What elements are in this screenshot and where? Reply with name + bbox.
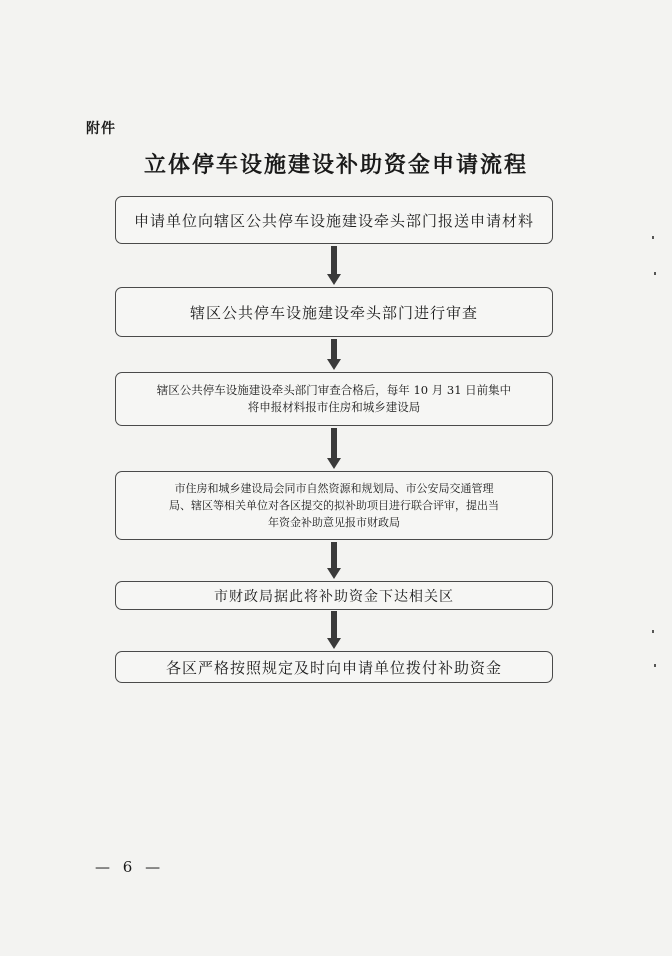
flow-step-6-text: 各区严格按照规定及时向申请单位拨付补助资金 [165,658,502,677]
scan-speck [652,236,654,239]
flow-step-3-line-1: 辖区公共停车设施建设牵头部门审查合格后，每年 10 月 31 日前集中 [156,383,512,397]
down-arrow-icon [327,339,341,370]
flow-step-2 [115,287,553,337]
attachment-label: 附件 [86,121,116,137]
scan-speck [652,630,654,633]
flow-step-4-line-3: 年资金补助意见报市财政局 [268,516,400,529]
flow-step-5 [115,581,553,610]
flow-step-1-text: 申请单位向辖区公共停车设施建设牵头部门报送申请材料 [133,211,534,230]
page-title: 立体停车设施建设补助资金申请流程 [143,152,528,178]
flow-step-1 [115,196,553,244]
down-arrow-icon [327,611,341,649]
flow-step-3 [115,372,553,426]
page-number: — 6 — [95,858,165,876]
flow-step-2-text: 辖区公共停车设施建设牵头部门进行审查 [189,303,478,322]
flow-step-4 [115,471,553,540]
scan-speck [654,664,656,667]
scan-speck [654,272,656,275]
flow-step-4-line-2: 局、辖区等相关单位对各区提交的拟补助项目进行联合评审，提出当 [169,499,499,512]
flow-step-4-line-1: 市住房和城乡建设局会同市自然资源和规划局、市公安局交通管理 [174,482,494,495]
flow-step-6 [115,651,553,683]
down-arrow-icon [327,542,341,579]
down-arrow-icon [327,428,341,469]
flow-step-3-line-2: 将申报材料报市住房和城乡建设局 [247,400,421,414]
down-arrow-icon [327,246,341,285]
flow-step-5-text: 市财政局据此将补助资金下达相关区 [214,588,454,605]
